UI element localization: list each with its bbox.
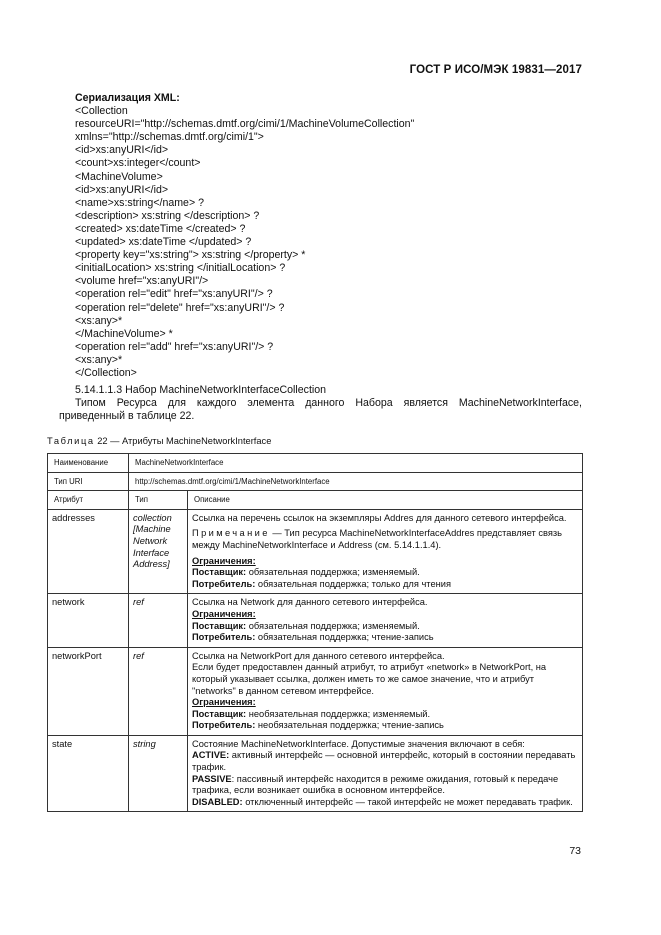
- document-header: ГОСТ Р ИСО/МЭК 19831—2017: [409, 64, 582, 76]
- desc-text: Состояние MachineNetworkInterface. Допустимые значения включают в себя:: [192, 738, 525, 749]
- xml-title: Сериализация XML:: [75, 92, 180, 104]
- table-header-row: [48, 491, 583, 510]
- consumer-text: обязательная поддержка; чтение-запись: [255, 632, 434, 643]
- consumer-label: Потребитель:: [192, 578, 256, 589]
- xml-line: <operation rel="edit" href="xs:anyURI"/> ?: [75, 288, 273, 301]
- state-value-label: ACTIVE:: [192, 750, 230, 761]
- name-label-cell: Наименование: [48, 454, 129, 473]
- xml-line: resourceURI="http://schemas.dmtf.org/cimi/1/MachineVolumeCollection": [75, 118, 415, 131]
- type-cell: collection [Machine Network Interface Address]: [129, 509, 188, 594]
- uri-label-cell: Тип URI: [48, 472, 129, 491]
- desc-text-2: Если будет предоставлен данный атрибут, то атрибут «network» в NetworkPort, на который указывает ссылка, должен иметь то же самое значение, что и атрибут "networks" в данном сетевом интерфейсе.: [192, 662, 547, 696]
- xml-line: <count>xs:integer</count>: [75, 157, 201, 170]
- column-header-type: Тип: [129, 491, 188, 510]
- attr-cell: addresses: [48, 509, 129, 594]
- table-row: [48, 647, 583, 735]
- xml-serialization-block: [75, 92, 414, 380]
- page-number: 73: [569, 845, 581, 857]
- xml-line: <property key="xs:string"> xs:string </property> *: [75, 249, 306, 262]
- name-value-cell: MachineNetworkInterface: [129, 454, 583, 473]
- table-row: [48, 594, 583, 647]
- provider-line: [192, 621, 578, 633]
- table-row: [48, 509, 583, 594]
- table-caption-text: 22 — Атрибуты MachineNetworkInterface: [94, 436, 272, 446]
- consumer-line: [192, 579, 578, 591]
- xml-line: <id>xs:anyURI</id>: [75, 144, 169, 157]
- provider-label: Поставщик:: [192, 708, 247, 719]
- xml-line: <Collection: [75, 105, 128, 118]
- table-row: [48, 454, 583, 473]
- xml-line: <volume href="xs:anyURI"/>: [75, 275, 209, 288]
- table-caption-prefix: Таблица: [47, 436, 95, 446]
- consumer-line: [192, 720, 578, 732]
- xml-line: <xs:any>*: [75, 314, 123, 327]
- table-caption: [47, 436, 271, 446]
- consumer-text: обязательная поддержка; только для чтения: [255, 578, 451, 589]
- table-row: [48, 472, 583, 491]
- desc-cell: [188, 647, 583, 735]
- state-value-text: активный интерфейс — основной интерфейс, который в состоянии передавать трафик.: [192, 750, 576, 773]
- xml-line: <id>xs:anyURI</id>: [75, 183, 169, 196]
- xml-line: <description> xs:string </description> ?: [75, 209, 260, 222]
- consumer-text: необязательная поддержка; чтение-запись: [255, 720, 444, 731]
- state-value-label: DISABLED:: [192, 796, 243, 807]
- desc-cell: [188, 735, 583, 812]
- constraints-label: Ограничения:: [192, 608, 256, 619]
- uri-value-cell: http://schemas.dmtf.org/cimi/1/MachineNetworkInterface: [129, 472, 583, 491]
- desc-text: Ссылка на Network для данного сетевого интерфейса.: [192, 597, 428, 608]
- provider-line: [192, 709, 578, 721]
- attr-cell: network: [48, 594, 129, 647]
- section-heading: 5.14.1.1.3 Набор MachineNetworkInterfaceCollection: [75, 384, 327, 396]
- table-row: [48, 735, 583, 812]
- note-text: — Тип ресурса MachineNetworkInterfaceAddres представляет связь между MachineNetworkInterface и Address (см. 5.14.1.1.4).: [192, 528, 562, 550]
- attr-cell: networkPort: [48, 647, 129, 735]
- provider-line: [192, 567, 578, 579]
- type-cell: string: [129, 735, 188, 812]
- desc-text: Ссылка на NetworkPort для данного сетевого интерфейса.: [192, 650, 445, 661]
- desc-cell: [188, 509, 583, 594]
- consumer-line: [192, 632, 578, 644]
- state-value-label: PASSIVE: [192, 773, 232, 784]
- state-value: [192, 797, 578, 809]
- attr-cell: state: [48, 735, 129, 812]
- xml-line: <MachineVolume>: [75, 170, 163, 183]
- provider-text: необязательная поддержка; изменяемый.: [246, 708, 431, 719]
- xml-line: <created> xs:dateTime </created> ?: [75, 222, 246, 235]
- state-value: [192, 774, 578, 797]
- xml-line: <initialLocation> xs:string </initialLocation> ?: [75, 262, 286, 275]
- attributes-table: [47, 453, 583, 812]
- xml-line: <name>xs:string</name> ?: [75, 196, 204, 209]
- desc-cell: [188, 594, 583, 647]
- type-cell: ref: [129, 594, 188, 647]
- state-value-text: : пассивный интерфейс находится в режиме ожидания, готовый к передаче трафика, если возникает ошибка в основном интерфейсе.: [192, 773, 559, 796]
- xml-line: <operation rel="add" href="xs:anyURI"/> ?: [75, 340, 274, 353]
- column-header-attr: Атрибут: [48, 491, 129, 510]
- xml-line: <xs:any>*: [75, 353, 123, 366]
- section-paragraph: Типом Ресурса для каждого элемента данного Набора является MachineNetworkInterface, приведенный в таблице 22.: [59, 397, 582, 423]
- constraints-label: Ограничения:: [192, 697, 256, 708]
- provider-label: Поставщик:: [192, 567, 247, 578]
- provider-label: Поставщик:: [192, 620, 247, 631]
- xml-line: </MachineVolume> *: [75, 327, 173, 340]
- provider-text: обязательная поддержка; изменяемый.: [246, 567, 420, 578]
- xml-line: <operation rel="delete" href="xs:anyURI"/> ?: [75, 301, 285, 314]
- provider-text: обязательная поддержка; изменяемый.: [246, 620, 420, 631]
- state-value: [192, 750, 578, 773]
- type-cell: ref: [129, 647, 188, 735]
- desc-text: Ссылка на перечень ссылок на экземпляры Addres для данного сетевого интерфейса.: [192, 512, 567, 523]
- column-header-desc: Описание: [188, 491, 583, 510]
- consumer-label: Потребитель:: [192, 720, 256, 731]
- constraints-label: Ограничения:: [192, 555, 256, 566]
- consumer-label: Потребитель:: [192, 632, 256, 643]
- note: [192, 528, 578, 551]
- xml-line: <updated> xs:dateTime </updated> ?: [75, 236, 252, 249]
- state-value-text: отключенный интерфейс — такой интерфейс не может передавать трафик.: [242, 796, 573, 807]
- note-label: Примечание: [192, 528, 270, 539]
- xml-line: xmlns="http://schemas.dmtf.org/cimi/1">: [75, 131, 264, 144]
- xml-line: </Collection>: [75, 366, 137, 379]
